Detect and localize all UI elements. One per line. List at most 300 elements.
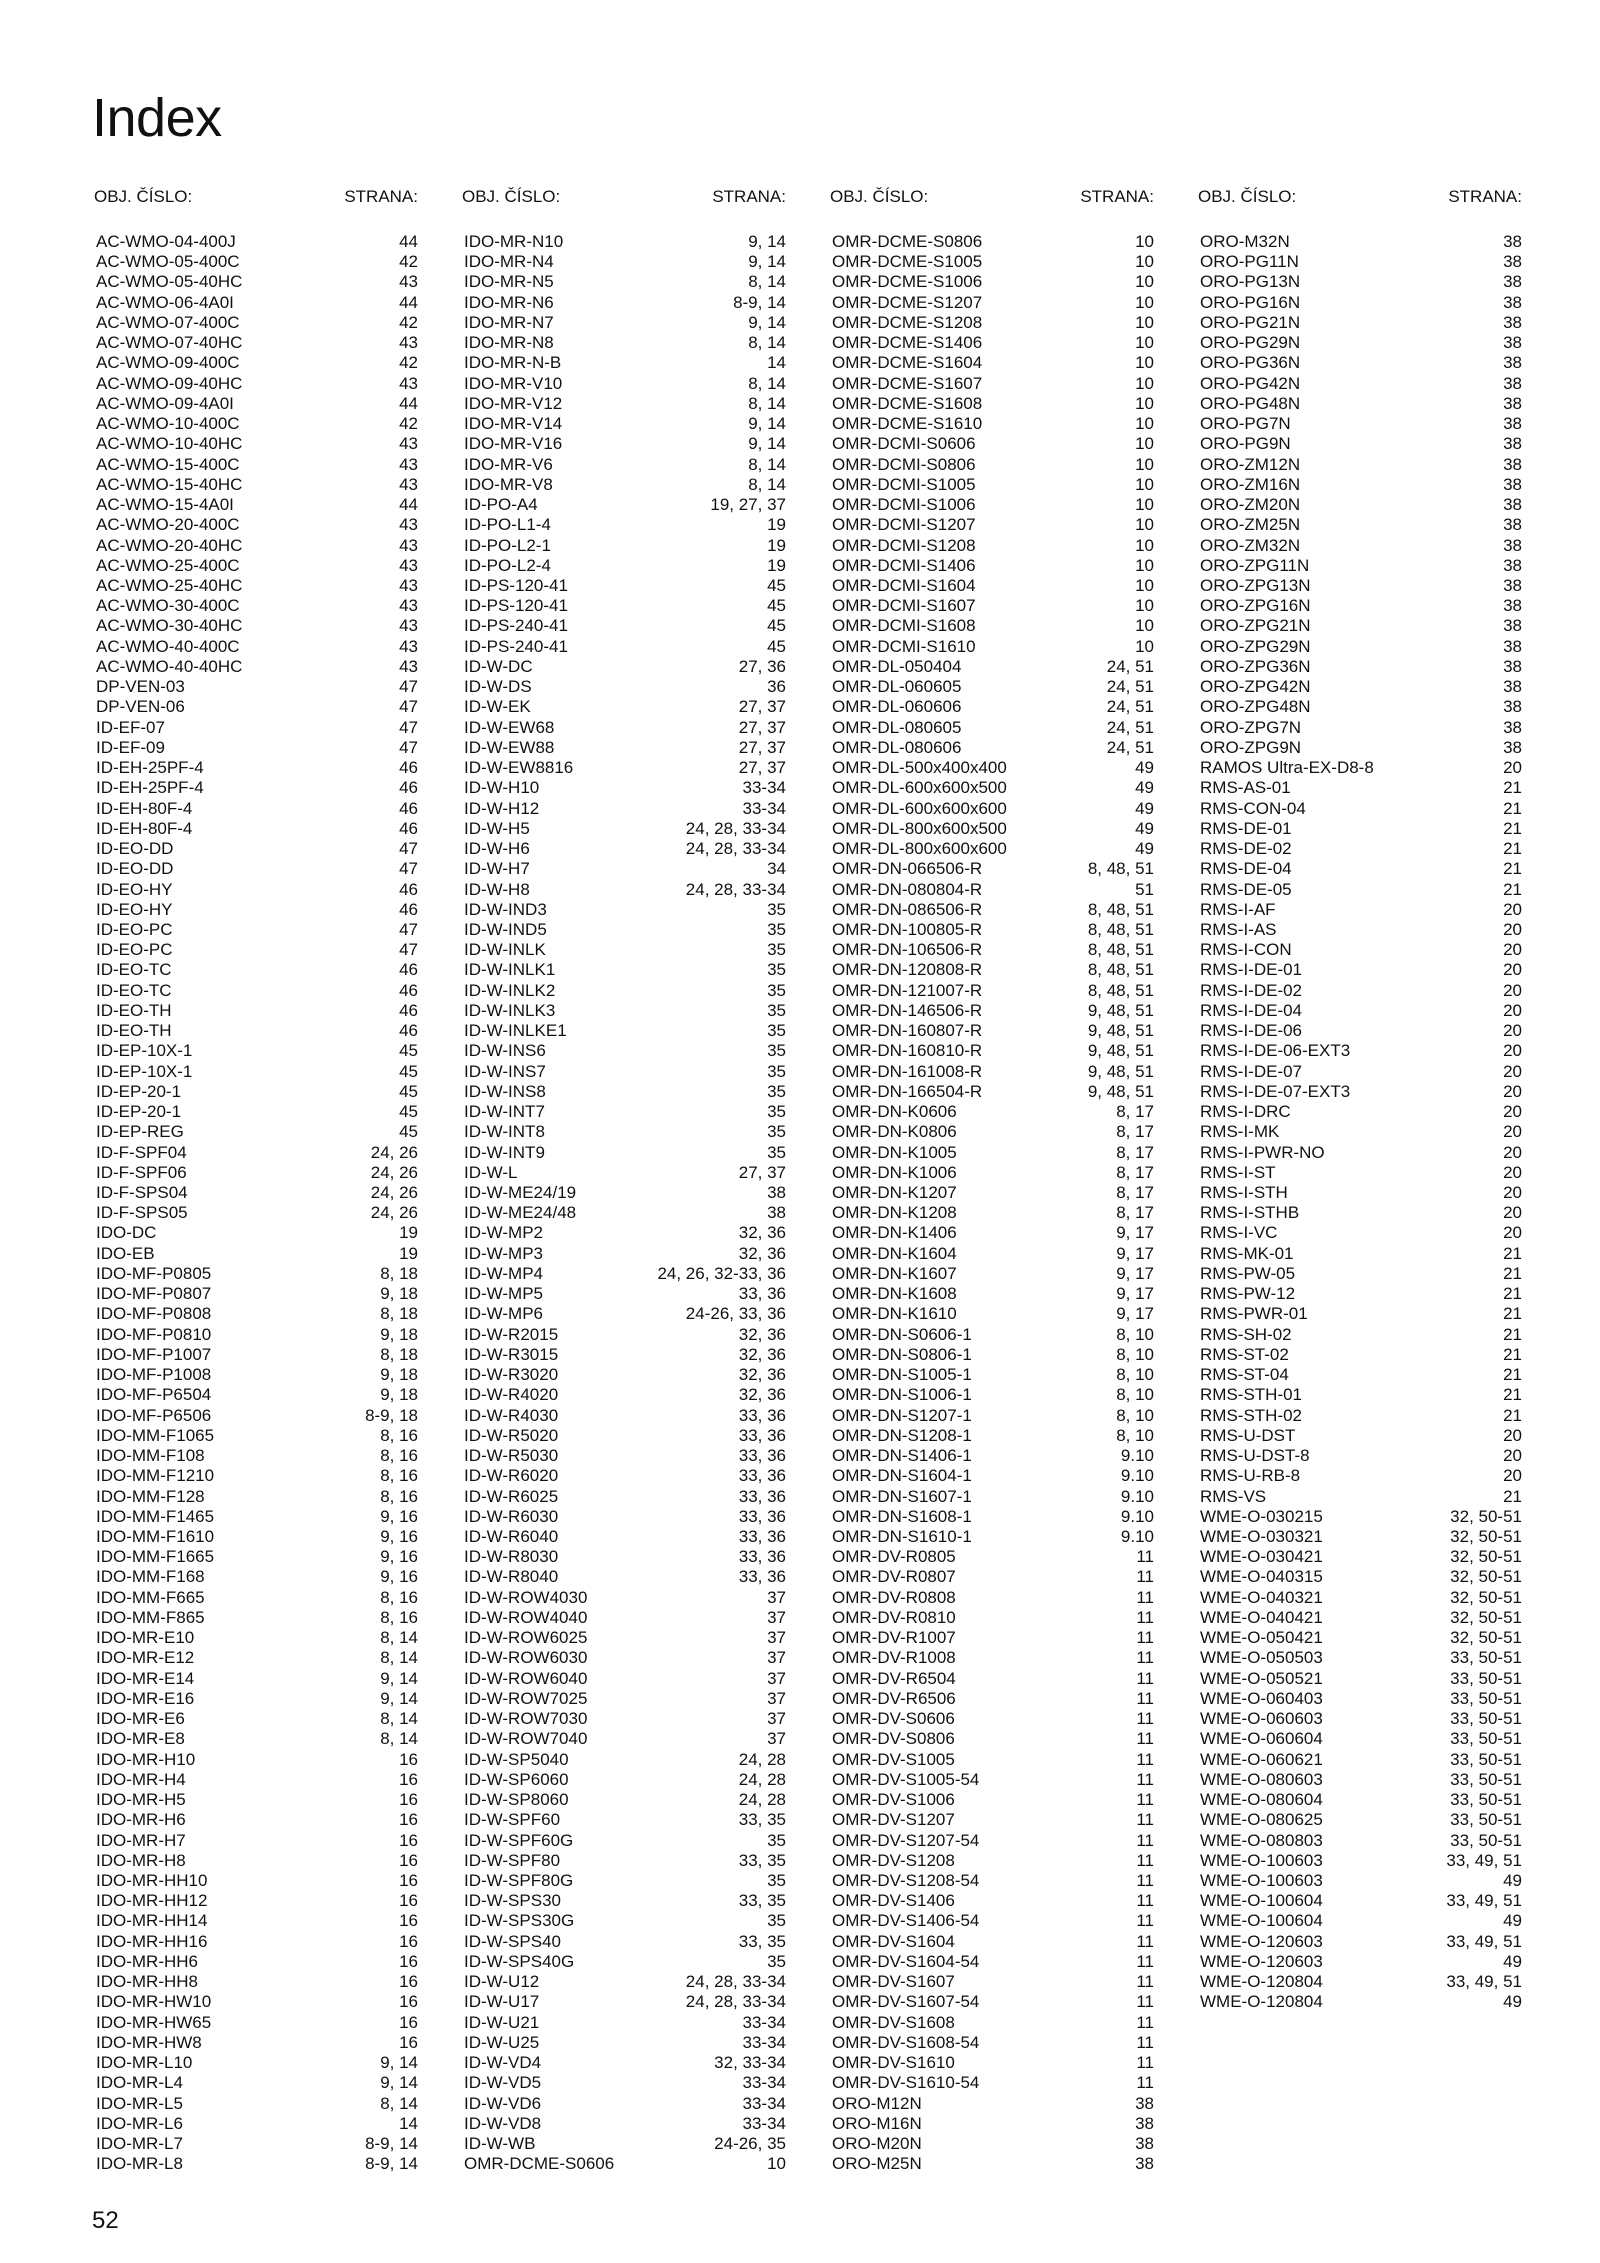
index-row bbox=[92, 272, 418, 292]
item-page-ref: 20 bbox=[1503, 919, 1522, 939]
item-page-ref: 24, 28, 33-34 bbox=[685, 839, 786, 859]
index-row bbox=[828, 515, 1154, 535]
item-page-ref: 24, 51 bbox=[1106, 656, 1154, 676]
item-code: WME-O-030215 bbox=[1200, 1506, 1323, 1526]
index-row bbox=[1196, 475, 1522, 495]
item-code: ID-W-ME24/48 bbox=[464, 1203, 577, 1223]
index-row bbox=[460, 1122, 786, 1142]
item-page-ref: 37 bbox=[767, 1729, 786, 1749]
item-page-ref: 33-34 bbox=[742, 2032, 786, 2052]
index-row bbox=[92, 2053, 418, 2073]
item-code: RMS-DE-02 bbox=[1200, 839, 1292, 859]
item-page-ref: 9, 14 bbox=[748, 434, 786, 454]
item-code: ID-EO-TH bbox=[96, 1000, 172, 1020]
index-row bbox=[92, 2154, 418, 2174]
index-row bbox=[460, 1183, 786, 1203]
index-row bbox=[460, 475, 786, 495]
item-page-ref: 16 bbox=[399, 1790, 418, 1810]
item-code: RMS-I-DRC bbox=[1200, 1102, 1291, 1122]
index-row bbox=[1196, 1143, 1522, 1163]
item-page-ref: 38 bbox=[1503, 454, 1522, 474]
index-row bbox=[460, 2134, 786, 2154]
index-row bbox=[828, 2154, 1154, 2174]
index-row bbox=[92, 1223, 418, 1243]
item-code: ID-W-H7 bbox=[464, 859, 530, 879]
index-row bbox=[1196, 394, 1522, 414]
item-code: AC-WMO-15-40HC bbox=[96, 474, 243, 494]
item-page-ref: 35 bbox=[767, 1870, 786, 1890]
item-page-ref: 8, 16 bbox=[380, 1486, 418, 1506]
item-code: ID-W-INT7 bbox=[464, 1102, 545, 1122]
index-row bbox=[460, 1406, 786, 1426]
item-page-ref: 8, 48, 51 bbox=[1087, 899, 1154, 919]
index-row bbox=[92, 839, 418, 859]
index-row bbox=[460, 1891, 786, 1911]
index-row bbox=[828, 778, 1154, 798]
item-page-ref: 10 bbox=[1135, 312, 1154, 332]
item-page-ref: 9, 18 bbox=[380, 1365, 418, 1385]
item-code: ID-W-DS bbox=[464, 677, 532, 697]
index-row bbox=[92, 455, 418, 475]
item-page-ref: 43 bbox=[399, 434, 418, 454]
index-row bbox=[828, 697, 1154, 717]
item-code: ORO-ZPG11N bbox=[1200, 555, 1310, 575]
item-code: ORO-PG13N bbox=[1200, 272, 1301, 292]
item-code: OMR-DN-080804-R bbox=[832, 879, 983, 899]
item-code: ID-W-ROW7030 bbox=[464, 1709, 588, 1729]
item-code: IDO-MR-N4 bbox=[464, 252, 554, 272]
header-page-label: STRANA: bbox=[1448, 187, 1522, 206]
item-code: ID-W-ROW6025 bbox=[464, 1628, 588, 1648]
item-code: ORO-ZM16N bbox=[1200, 474, 1301, 494]
item-code: IDO-MR-V16 bbox=[464, 434, 563, 454]
index-row bbox=[460, 1689, 786, 1709]
index-row bbox=[92, 920, 418, 940]
index-row bbox=[460, 900, 786, 920]
index-row bbox=[92, 1406, 418, 1426]
item-page-ref: 33, 50-51 bbox=[1450, 1729, 1522, 1749]
index-row bbox=[460, 1831, 786, 1851]
item-page-ref: 11 bbox=[1136, 1587, 1154, 1607]
item-page-ref: 8, 18 bbox=[380, 1263, 418, 1283]
index-row bbox=[828, 1709, 1154, 1729]
index-row bbox=[828, 799, 1154, 819]
item-page-ref: 11 bbox=[1136, 1830, 1154, 1850]
item-page-ref: 38 bbox=[1503, 555, 1522, 575]
item-page-ref: 33, 50-51 bbox=[1450, 1769, 1522, 1789]
index-row bbox=[828, 455, 1154, 475]
item-code: ID-W-DC bbox=[464, 656, 533, 676]
item-page-ref: 43 bbox=[399, 616, 418, 636]
item-code: ID-W-R6020 bbox=[464, 1466, 559, 1486]
item-code: ORO-ZPG36N bbox=[1200, 656, 1311, 676]
index-row bbox=[92, 1628, 418, 1648]
index-row bbox=[460, 232, 786, 252]
item-page-ref: 8, 17 bbox=[1116, 1122, 1154, 1142]
item-page-ref: 35 bbox=[767, 919, 786, 939]
item-code: AC-WMO-30-400C bbox=[96, 596, 240, 616]
item-page-ref: 32, 36 bbox=[738, 1365, 786, 1385]
index-row bbox=[460, 1952, 786, 1972]
item-page-ref: 38 bbox=[1503, 616, 1522, 636]
item-code: RMS-I-DE-07 bbox=[1200, 1061, 1303, 1081]
index-row bbox=[828, 1891, 1154, 1911]
item-page-ref: 33, 50-51 bbox=[1450, 1790, 1522, 1810]
item-page-ref: 49 bbox=[1135, 818, 1154, 838]
index-row bbox=[1196, 1446, 1522, 1466]
item-page-ref: 11 bbox=[1136, 1567, 1154, 1587]
index-row bbox=[1196, 1082, 1522, 1102]
item-page-ref: 11 bbox=[1136, 1891, 1154, 1911]
index-row bbox=[460, 596, 786, 616]
index-row bbox=[828, 1426, 1154, 1446]
item-code: ORO-ZPG7N bbox=[1200, 717, 1302, 737]
index-row bbox=[828, 1041, 1154, 1061]
index-row bbox=[1196, 1304, 1522, 1324]
item-page-ref: 33, 36 bbox=[738, 1466, 786, 1486]
index-row bbox=[1196, 697, 1522, 717]
item-code: ID-W-SP5040 bbox=[464, 1749, 569, 1769]
index-row bbox=[460, 1426, 786, 1446]
item-page-ref: 43 bbox=[399, 474, 418, 494]
item-code: ID-EF-09 bbox=[96, 737, 165, 757]
item-code: AC-WMO-30-40HC bbox=[96, 616, 243, 636]
item-page-ref: 19 bbox=[767, 555, 786, 575]
index-row bbox=[1196, 596, 1522, 616]
index-row bbox=[828, 1082, 1154, 1102]
item-page-ref: 20 bbox=[1503, 1021, 1522, 1041]
index-row bbox=[92, 374, 418, 394]
item-page-ref: 45 bbox=[767, 616, 786, 636]
item-code: ID-W-INLK bbox=[464, 940, 546, 960]
item-code: AC-WMO-09-400C bbox=[96, 353, 240, 373]
index-row bbox=[828, 1831, 1154, 1851]
item-page-ref: 46 bbox=[399, 1021, 418, 1041]
item-page-ref: 24-26, 33, 36 bbox=[685, 1304, 786, 1324]
item-page-ref: 9.10 bbox=[1120, 1527, 1154, 1546]
item-code: RMS-STH-02 bbox=[1200, 1405, 1303, 1425]
index-row bbox=[828, 1648, 1154, 1668]
header-page-label: STRANA: bbox=[1080, 187, 1154, 206]
item-code: IDO-MR-E8 bbox=[96, 1729, 185, 1749]
item-code: ID-W-INLK2 bbox=[464, 980, 556, 1000]
index-row bbox=[460, 1810, 786, 1830]
index-row bbox=[92, 1911, 418, 1931]
item-code: ID-W-WB bbox=[464, 2134, 536, 2154]
item-code: ID-W-EW88 bbox=[464, 737, 555, 757]
index-column-4 bbox=[1196, 182, 1522, 2012]
item-code: OMR-DCMI-S1005 bbox=[832, 474, 976, 494]
header-code-label: OBJ. ČÍSLO: bbox=[462, 187, 561, 206]
item-page-ref: 33-34 bbox=[742, 778, 786, 798]
item-page-ref: 32, 36 bbox=[738, 1344, 786, 1364]
index-row bbox=[460, 495, 786, 515]
index-row bbox=[460, 1669, 786, 1689]
item-page-ref: 9, 14 bbox=[380, 2073, 418, 2093]
item-code: OMR-DV-S1604-54 bbox=[832, 1951, 980, 1971]
item-code: IDO-MF-P6506 bbox=[96, 1405, 212, 1425]
item-code: ID-W-IND3 bbox=[464, 899, 547, 919]
item-code: ID-PO-L2-4 bbox=[464, 555, 551, 575]
item-page-ref: 46 bbox=[399, 980, 418, 1000]
item-page-ref: 9, 16 bbox=[380, 1567, 418, 1587]
item-page-ref: 46 bbox=[399, 1000, 418, 1020]
index-row bbox=[460, 940, 786, 960]
index-row bbox=[460, 1446, 786, 1466]
index-row bbox=[828, 657, 1154, 677]
index-row bbox=[828, 1487, 1154, 1507]
item-code: IDO-MR-N7 bbox=[464, 312, 554, 332]
index-row bbox=[92, 1992, 418, 2012]
item-page-ref: 47 bbox=[399, 737, 418, 757]
item-code: IDO-MR-L4 bbox=[96, 2073, 183, 2093]
index-row bbox=[1196, 839, 1522, 859]
item-code: ID-W-SPS40 bbox=[464, 1931, 561, 1951]
item-page-ref: 20 bbox=[1503, 1081, 1522, 1101]
item-page-ref: 24, 51 bbox=[1106, 737, 1154, 757]
item-code: IDO-MF-P0807 bbox=[96, 1284, 212, 1304]
index-row bbox=[460, 1304, 786, 1324]
index-row bbox=[1196, 1284, 1522, 1304]
index-row bbox=[460, 1365, 786, 1385]
index-row bbox=[460, 1203, 786, 1223]
item-code: ORO-ZM12N bbox=[1200, 454, 1301, 474]
item-page-ref: 43 bbox=[399, 656, 418, 676]
item-code: OMR-DV-S1406 bbox=[832, 1891, 955, 1911]
item-code: OMR-DV-S1607 bbox=[832, 1972, 955, 1992]
item-page-ref: 32, 36 bbox=[738, 1243, 786, 1263]
item-page-ref: 47 bbox=[399, 839, 418, 859]
item-code: OMR-DCME-S1006 bbox=[832, 272, 983, 292]
index-row bbox=[460, 1932, 786, 1952]
index-row bbox=[92, 960, 418, 980]
index-row bbox=[92, 880, 418, 900]
item-page-ref: 35 bbox=[767, 1142, 786, 1162]
item-code: IDO-MR-E10 bbox=[96, 1628, 195, 1648]
index-row bbox=[828, 839, 1154, 859]
item-page-ref: 33, 36 bbox=[738, 1567, 786, 1587]
item-code: IDO-MR-HW10 bbox=[96, 1992, 212, 2012]
item-code: RMS-ST-04 bbox=[1200, 1365, 1289, 1385]
item-code: ID-EO-PC bbox=[96, 940, 173, 960]
index-row bbox=[1196, 1871, 1522, 1891]
item-page-ref: 38 bbox=[1503, 737, 1522, 757]
item-page-ref: 8, 14 bbox=[748, 272, 786, 292]
item-code: ID-EO-TC bbox=[96, 960, 172, 980]
item-page-ref: 38 bbox=[1503, 535, 1522, 555]
index-row bbox=[1196, 414, 1522, 434]
item-page-ref: 47 bbox=[399, 940, 418, 960]
index-row bbox=[460, 1284, 786, 1304]
item-code: RMS-ST-02 bbox=[1200, 1344, 1289, 1364]
item-code: ID-EH-80F-4 bbox=[96, 818, 193, 838]
item-code: WME-O-060403 bbox=[1200, 1688, 1323, 1708]
index-row bbox=[828, 576, 1154, 596]
item-code: OMR-DV-S1208 bbox=[832, 1850, 955, 1870]
item-page-ref: 20 bbox=[1503, 1203, 1522, 1223]
item-code: ID-W-MP6 bbox=[464, 1304, 544, 1324]
index-row bbox=[460, 293, 786, 313]
index-row bbox=[1196, 1527, 1522, 1547]
index-row bbox=[92, 1507, 418, 1527]
index-row bbox=[1196, 1689, 1522, 1709]
index-row bbox=[92, 536, 418, 556]
item-code: IDO-MR-H6 bbox=[96, 1810, 186, 1830]
item-code: RMS-STH-01 bbox=[1200, 1385, 1303, 1405]
item-page-ref: 49 bbox=[1503, 1870, 1522, 1890]
item-code: ID-W-R8030 bbox=[464, 1547, 559, 1567]
item-code: AC-WMO-15-4A0I bbox=[96, 495, 234, 515]
index-row bbox=[1196, 1628, 1522, 1648]
index-row bbox=[1196, 1122, 1522, 1142]
item-page-ref: 8, 16 bbox=[380, 1425, 418, 1445]
index-row bbox=[828, 475, 1154, 495]
index-row bbox=[1196, 1790, 1522, 1810]
item-code: WME-O-100604 bbox=[1200, 1911, 1323, 1931]
index-row bbox=[92, 1487, 418, 1507]
item-code: OMR-DN-120808-R bbox=[832, 960, 983, 980]
item-code: OMR-DL-500x400x400 bbox=[832, 758, 1007, 778]
item-code: OMR-DCME-S1005 bbox=[832, 252, 983, 272]
item-page-ref: 11 bbox=[1136, 1628, 1154, 1648]
item-page-ref: 33, 49, 51 bbox=[1446, 1891, 1522, 1911]
header-code-label: OBJ. ČÍSLO: bbox=[830, 187, 929, 206]
index-row bbox=[92, 1304, 418, 1324]
index-row bbox=[460, 1972, 786, 1992]
item-page-ref: 9.10 bbox=[1120, 1466, 1154, 1486]
item-code: OMR-DCMI-S1604 bbox=[832, 575, 976, 595]
item-page-ref: 8, 14 bbox=[748, 373, 786, 393]
item-code: ID-W-INLK3 bbox=[464, 1000, 556, 1020]
item-page-ref: 11 bbox=[1136, 1992, 1154, 2012]
index-row bbox=[460, 556, 786, 576]
index-row bbox=[1196, 1325, 1522, 1345]
index-row bbox=[828, 1527, 1154, 1547]
item-code: WME-O-050421 bbox=[1200, 1628, 1323, 1648]
item-code: ID-PS-240-41 bbox=[464, 616, 568, 636]
index-row bbox=[1196, 252, 1522, 272]
index-row bbox=[1196, 272, 1522, 292]
item-code: OMR-DL-800x600x600 bbox=[832, 839, 1007, 859]
index-row bbox=[460, 1871, 786, 1891]
item-code: ID-EO-DD bbox=[96, 839, 174, 859]
item-code: IDO-MM-F1665 bbox=[96, 1547, 215, 1567]
index-row bbox=[1196, 1831, 1522, 1851]
index-row bbox=[92, 657, 418, 677]
item-code: ID-EP-20-1 bbox=[96, 1102, 182, 1122]
item-page-ref: 33, 36 bbox=[738, 1506, 786, 1526]
item-code: ID-W-SPS30 bbox=[464, 1891, 561, 1911]
item-code: ID-W-SPF60G bbox=[464, 1830, 574, 1850]
index-row bbox=[460, 1325, 786, 1345]
item-code: OMR-DCME-S1208 bbox=[832, 312, 983, 332]
index-row bbox=[1196, 859, 1522, 879]
index-row bbox=[828, 596, 1154, 616]
item-page-ref: 49 bbox=[1503, 1911, 1522, 1931]
index-row bbox=[828, 1122, 1154, 1142]
item-page-ref: 32, 50-51 bbox=[1450, 1527, 1522, 1546]
item-code: AC-WMO-20-40HC bbox=[96, 535, 243, 555]
item-page-ref: 35 bbox=[767, 1081, 786, 1101]
item-code: RMS-I-DE-02 bbox=[1200, 980, 1303, 1000]
item-code: ID-W-SPF80G bbox=[464, 1870, 574, 1890]
item-page-ref: 9, 18 bbox=[380, 1324, 418, 1344]
item-page-ref: 8, 14 bbox=[380, 2093, 418, 2113]
index-row bbox=[92, 1972, 418, 1992]
item-page-ref: 47 bbox=[399, 919, 418, 939]
index-row bbox=[460, 2013, 786, 2033]
index-row bbox=[1196, 1385, 1522, 1405]
index-row bbox=[828, 1284, 1154, 1304]
index-row bbox=[828, 2053, 1154, 2073]
item-code: ID-W-EW8816 bbox=[464, 758, 574, 778]
item-code: IDO-MR-E6 bbox=[96, 1709, 185, 1729]
item-code: ID-W-SP8060 bbox=[464, 1790, 569, 1810]
item-code: WME-O-100603 bbox=[1200, 1850, 1323, 1870]
item-page-ref: 45 bbox=[767, 636, 786, 656]
index-row bbox=[460, 819, 786, 839]
index-row bbox=[460, 394, 786, 414]
item-code: OMR-DCME-S1604 bbox=[832, 353, 983, 373]
item-page-ref: 10 bbox=[1135, 232, 1154, 251]
item-page-ref: 8, 14 bbox=[748, 333, 786, 353]
item-page-ref: 47 bbox=[399, 717, 418, 737]
item-code: WME-O-040315 bbox=[1200, 1567, 1323, 1587]
column-header bbox=[460, 182, 786, 212]
item-page-ref: 8, 10 bbox=[1116, 1344, 1154, 1364]
index-row bbox=[92, 556, 418, 576]
index-row bbox=[828, 333, 1154, 353]
item-code: OMR-DN-161008-R bbox=[832, 1061, 983, 1081]
item-page-ref: 19 bbox=[767, 535, 786, 555]
item-code: ID-W-H10 bbox=[464, 778, 540, 798]
header-code-label: OBJ. ČÍSLO: bbox=[1198, 187, 1297, 206]
item-page-ref: 9, 17 bbox=[1116, 1243, 1154, 1263]
index-row bbox=[828, 2094, 1154, 2114]
index-row bbox=[828, 1588, 1154, 1608]
item-code: ID-PS-120-41 bbox=[464, 596, 568, 616]
item-code: OMR-DN-160807-R bbox=[832, 1021, 983, 1041]
item-code: OMR-DL-600x600x600 bbox=[832, 798, 1007, 818]
item-page-ref: 10 bbox=[1135, 434, 1154, 454]
index-row bbox=[1196, 1183, 1522, 1203]
item-page-ref: 43 bbox=[399, 555, 418, 575]
item-page-ref: 19 bbox=[767, 515, 786, 535]
item-code: AC-WMO-40-400C bbox=[96, 636, 240, 656]
item-page-ref: 43 bbox=[399, 575, 418, 595]
item-page-ref: 49 bbox=[1503, 1951, 1522, 1971]
item-code: OMR-DV-R1008 bbox=[832, 1648, 956, 1668]
item-page-ref: 32, 50-51 bbox=[1450, 1607, 1522, 1627]
item-page-ref: 33, 36 bbox=[738, 1425, 786, 1445]
index-row bbox=[92, 333, 418, 353]
item-code: IDO-MM-F168 bbox=[96, 1567, 205, 1587]
item-code: RMS-AS-01 bbox=[1200, 778, 1291, 798]
item-page-ref: 33-34 bbox=[742, 798, 786, 818]
item-page-ref: 9, 16 bbox=[380, 1527, 418, 1546]
index-row bbox=[1196, 1264, 1522, 1284]
item-code: ID-EO-TH bbox=[96, 1021, 172, 1041]
item-page-ref: 33, 49, 51 bbox=[1446, 1931, 1522, 1951]
item-code: AC-WMO-04-400J bbox=[96, 232, 236, 251]
index-row bbox=[460, 1062, 786, 1082]
item-code: OMR-DV-R1007 bbox=[832, 1628, 956, 1648]
item-page-ref: 8, 48, 51 bbox=[1087, 960, 1154, 980]
item-code: OMR-DV-R0808 bbox=[832, 1587, 956, 1607]
item-code: OMR-DL-060606 bbox=[832, 697, 962, 717]
item-code: RMS-I-AF bbox=[1200, 899, 1276, 919]
item-code: IDO-MR-N5 bbox=[464, 272, 554, 292]
